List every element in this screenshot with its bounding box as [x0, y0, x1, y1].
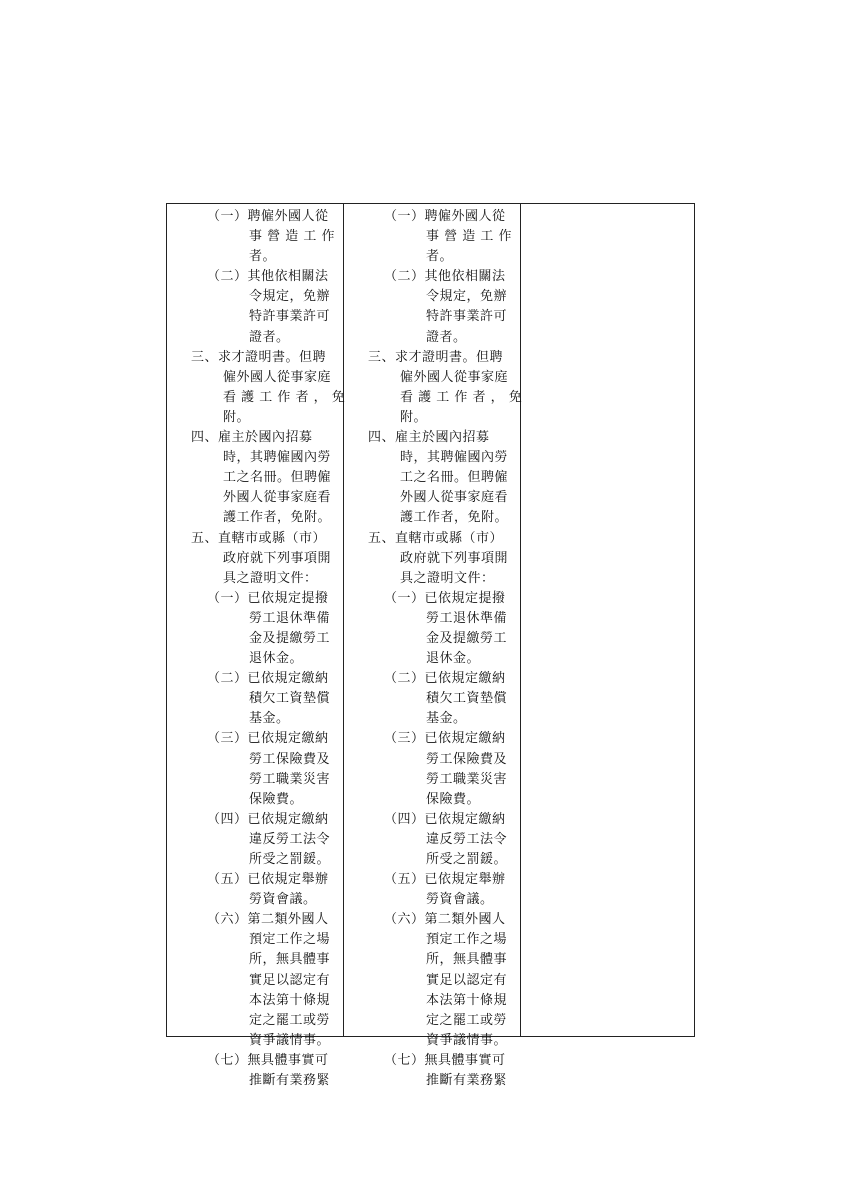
- text-line: 所受之罰鍰。: [249, 852, 331, 867]
- text-line: 退休金。: [426, 651, 481, 667]
- text-line: （七）無具體事實可: [384, 1052, 506, 1068]
- column-current-text: [344, 204, 523, 1089]
- text-line: 附。: [400, 409, 428, 425]
- text-line: 三、求才證明書。但聘: [368, 349, 504, 365]
- text-line: 資爭議情事。: [249, 1032, 331, 1048]
- text-line: （一）聘僱外國人從: [207, 209, 329, 224]
- text-line: 工之名冊。但聘僱: [400, 470, 509, 486]
- text-line: 者。: [249, 249, 277, 265]
- text-line: 金及提繳勞工: [249, 630, 331, 646]
- column-explanation: [521, 204, 694, 1036]
- text-line: （一）聘僱外國人從: [384, 209, 506, 224]
- text-line: 實足以認定有: [426, 972, 508, 988]
- text-line: 本法第十條規: [426, 992, 508, 1008]
- text-line: 看 護 工 作 者 ， 免: [223, 389, 346, 405]
- text-line: （六）第二類外國人: [384, 912, 506, 928]
- text-line: 勞工職業災害: [426, 771, 508, 787]
- text-line: 定之罷工或勞: [249, 1012, 331, 1028]
- text-line: （六）第二類外國人: [207, 912, 329, 928]
- text-line: （三）已依規定繳納: [384, 731, 506, 747]
- text-line: 者。: [426, 249, 454, 265]
- comparison-table: [166, 203, 695, 1089]
- text-line: 五、直轄市或縣（市）: [368, 530, 504, 546]
- text-line: 違反勞工法令: [426, 831, 508, 847]
- text-line: 推斷有業務緊: [426, 1073, 508, 1089]
- text-line: 證者。: [249, 329, 290, 345]
- text-line: 積欠工資墊償: [426, 691, 508, 707]
- text-line: （二）其他依相關法: [384, 269, 506, 285]
- text-line: 勞工退休準備: [426, 610, 508, 626]
- text-line: 本法第十條規: [249, 992, 331, 1008]
- text-line: 基金。: [249, 711, 290, 727]
- text-line: 五、直轄市或縣（市）: [191, 530, 327, 546]
- text-line: 具之證明文件：: [400, 570, 495, 586]
- text-line: 工之名冊。但聘僱: [223, 470, 332, 486]
- text-line: 退休金。: [249, 651, 304, 667]
- text-line: 政府就下列事項開: [400, 550, 509, 566]
- text-line: （二）已依規定繳納: [384, 671, 506, 687]
- text-line: 四、雇主於國內招募: [191, 430, 313, 446]
- text-line: 令規定，免辦: [249, 289, 331, 305]
- text-line: 證者。: [426, 329, 467, 345]
- text-line: 特許事業許可: [426, 309, 508, 325]
- text-line: 定之罷工或勞: [426, 1012, 508, 1028]
- text-line: 勞資會議。: [249, 892, 317, 908]
- text-line: （一）已依規定提撥: [207, 590, 329, 606]
- text-line: 事 營 造 工 作: [426, 229, 513, 245]
- text-line: 違反勞工法令: [249, 831, 331, 847]
- text-line: 僱外國人從事家庭: [223, 369, 332, 385]
- column-text-lines: [167, 207, 346, 1091]
- text-line: 護工作者，免附。: [400, 510, 509, 526]
- text-line: 勞工退休準備: [249, 610, 331, 626]
- text-line: 外國人從事家庭看: [400, 490, 509, 506]
- text-line: 特許事業許可: [249, 309, 331, 325]
- text-line: 推斷有業務緊: [249, 1073, 331, 1089]
- text-line: 僱外國人從事家庭: [400, 369, 509, 385]
- text-line: 實足以認定有: [249, 972, 331, 988]
- text-line: 所，無具體事: [426, 952, 508, 968]
- text-line: 時，其聘僱國內勞: [223, 450, 332, 466]
- text-line: 勞工保險費及: [426, 751, 508, 767]
- text-line: （四）已依規定繳納: [207, 811, 329, 827]
- text-line: 外國人從事家庭看: [223, 490, 332, 506]
- text-line: 勞資會議。: [426, 892, 494, 908]
- text-line: 令規定，免辦: [426, 289, 508, 305]
- text-line: （五）已依規定舉辦: [384, 872, 506, 888]
- text-line: （一）已依規定提撥: [384, 590, 506, 606]
- text-line: （五）已依規定舉辦: [207, 872, 329, 888]
- text-line: 事 營 造 工 作: [249, 229, 336, 245]
- text-line: 護工作者，免附。: [223, 510, 332, 526]
- text-line: 預定工作之場: [426, 932, 508, 948]
- text-line: 保險費。: [249, 791, 304, 807]
- text-line: 預定工作之場: [249, 932, 331, 948]
- text-line: 積欠工資墊償: [249, 691, 331, 707]
- text-line: 政府就下列事項開: [223, 550, 332, 566]
- text-line: 保險費。: [426, 791, 481, 807]
- text-line: 勞工職業災害: [249, 771, 331, 787]
- text-line: 勞工保險費及: [249, 751, 331, 767]
- column-text-lines: [344, 207, 523, 1091]
- column-amended-text: [167, 204, 346, 1089]
- text-line: 三、求才證明書。但聘: [191, 349, 327, 365]
- text-line: 基金。: [426, 711, 467, 727]
- text-line: 資爭議情事。: [426, 1032, 508, 1048]
- text-line: 時，其聘僱國內勞: [400, 450, 509, 466]
- text-line: 所，無具體事: [249, 952, 331, 968]
- text-line: 四、雇主於國內招募: [368, 430, 490, 446]
- text-line: 具之證明文件：: [223, 570, 318, 586]
- text-line: （二）其他依相關法: [207, 269, 329, 285]
- text-line: （二）已依規定繳納: [207, 671, 329, 687]
- text-line: （四）已依規定繳納: [384, 811, 506, 827]
- text-line: （三）已依規定繳納: [207, 731, 329, 747]
- text-line: （七）無具體事實可: [207, 1052, 329, 1068]
- text-line: 附。: [223, 409, 251, 425]
- text-line: 所受之罰鍰。: [426, 852, 508, 867]
- text-line: 金及提繳勞工: [426, 630, 508, 646]
- text-line: 看 護 工 作 者 ， 免: [400, 389, 523, 405]
